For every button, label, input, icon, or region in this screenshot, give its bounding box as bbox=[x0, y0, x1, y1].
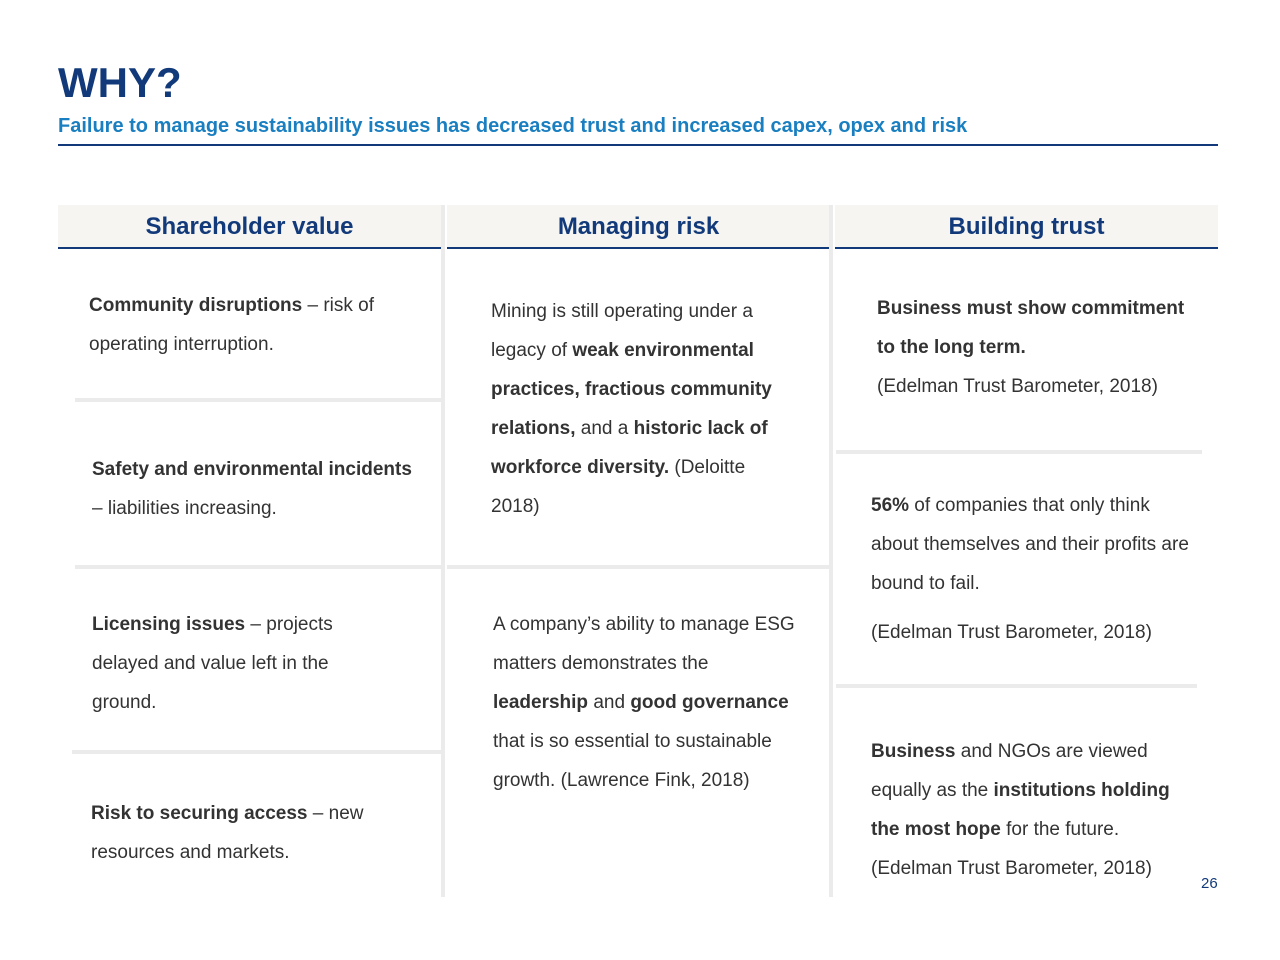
trust-point-56-percent-source: (Edelman Trust Barometer, 2018) bbox=[871, 622, 1152, 643]
title-rule bbox=[58, 144, 1218, 146]
column-heading-building-trust: Building trust bbox=[835, 205, 1218, 248]
shareholder-point-securing-access: Risk to securing access – new resources and markets. bbox=[91, 803, 364, 863]
row-divider bbox=[836, 450, 1202, 454]
risk-point-esg-governance: A company’s ability to manage ESG matters demonstrates the leadership and good governance that is so essential to sustainable growth. (Lawrence Fink, 2018) bbox=[493, 614, 795, 791]
slide-subtitle: Failure to manage sustainability issues has decreased trust and increased capex, opex and risk bbox=[58, 115, 968, 137]
trust-point-56-percent: 56% of companies that only think about themselves and their profits are bound to fail. bbox=[871, 495, 1189, 594]
trust-point-business-ngos: Business and NGOs are viewed equally as the institutions holding the most hope for the future. (Edelman Trust Barometer, 2018) bbox=[871, 741, 1170, 879]
shareholder-point-safety-incidents: Safety and environmental incidents – liabilities increasing. bbox=[92, 459, 412, 519]
shareholder-point-licensing-issues: Licensing issues – projects delayed and value left in the ground. bbox=[92, 614, 333, 713]
row-divider bbox=[447, 565, 829, 569]
column-heading-managing-risk: Managing risk bbox=[447, 205, 830, 248]
column-heading-rule bbox=[58, 247, 441, 249]
row-divider bbox=[75, 398, 441, 402]
row-divider bbox=[72, 750, 441, 754]
shareholder-point-community-disruptions: Community disruptions – risk of operating interruption. bbox=[89, 295, 375, 355]
risk-point-mining-legacy: Mining is still operating under a legacy of weak environmental practices, fractious community relations, and a historic lack of workforce diversity. (Deloitte 2018) bbox=[491, 301, 772, 517]
page-number: 26 bbox=[1201, 875, 1218, 892]
column-heading-rule bbox=[835, 247, 1218, 249]
column-divider bbox=[441, 205, 445, 897]
trust-point-long-term: Business must show commitment to the long term. (Edelman Trust Barometer, 2018) bbox=[877, 298, 1185, 397]
row-divider bbox=[836, 684, 1197, 688]
column-divider bbox=[829, 205, 833, 897]
row-divider bbox=[75, 565, 441, 569]
slide-title: WHY? bbox=[58, 59, 182, 106]
column-heading-shareholder-value: Shareholder value bbox=[58, 205, 441, 248]
column-heading-rule bbox=[447, 247, 830, 249]
